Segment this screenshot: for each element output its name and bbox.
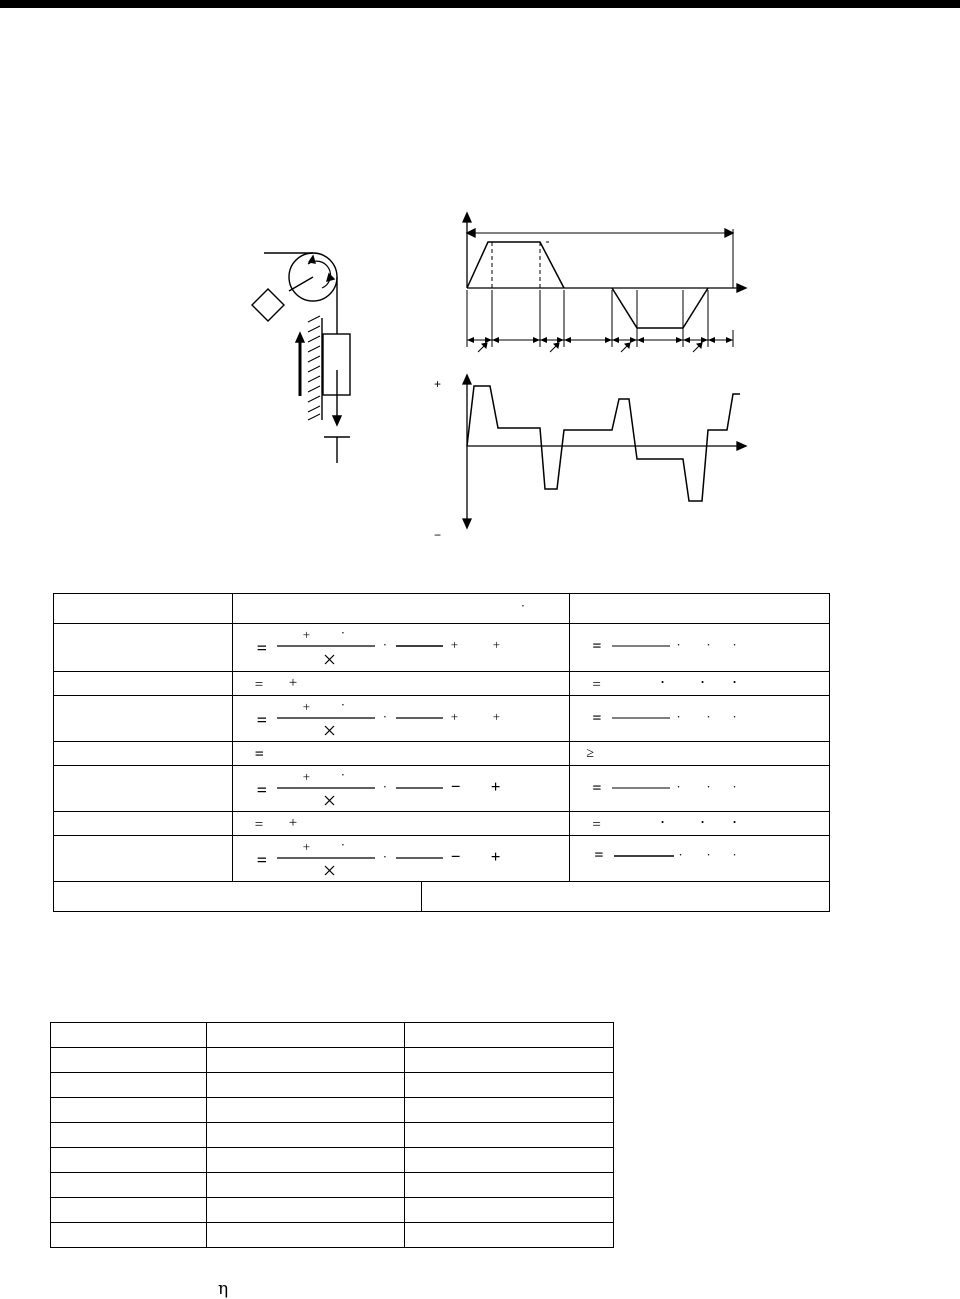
speed-pattern-chart [463,213,746,352]
table-row [51,1123,614,1148]
formula-cell: = + · · − + [232,836,570,882]
footnote-eta-symbol: η [218,1279,229,1299]
table-row [51,1098,614,1123]
formula-cell: = [232,742,570,766]
formula-cell: = + [232,812,570,836]
table-row [54,812,830,836]
rotation-arrow-icon [308,261,330,288]
formula-cell: = + · · + + [232,624,570,672]
torque-pattern-chart [463,375,746,528]
operation-pattern-figure [0,0,960,560]
formula-cell: = · · · [570,836,830,882]
formula-cell: = + · · + + [232,696,570,742]
table-row [54,696,830,742]
pulley-load-diagram [252,253,350,463]
formula-cell: = · · · [570,812,830,836]
torque-plus-label: + [434,377,442,391]
parameter-table [50,1022,614,1248]
header-cell [54,594,233,624]
formula-cell: = · · · [570,672,830,696]
header-cell: · [232,594,570,624]
formula-cell: = · · · [570,696,830,742]
table-row [54,742,830,766]
torque-formula-table [53,593,830,912]
table-row [54,882,830,912]
formula-cell: ≥ [570,742,830,766]
formula-cell: = + · · − + [232,766,570,812]
table-row [51,1223,614,1248]
formula-cell: = · · · [570,624,830,672]
table-row [51,1023,614,1048]
table-row [54,766,830,812]
table-row [51,1173,614,1198]
table-row [51,1073,614,1098]
torque-minus-label: − [434,528,442,542]
table-row [51,1148,614,1173]
table-row [51,1198,614,1223]
formula-cell: = + [232,672,570,696]
formula-cell: = · · · [570,766,830,812]
table-row [54,624,830,672]
table-row [54,672,830,696]
motor-box-icon [252,289,284,321]
header-cell [570,594,830,624]
table-row [51,1048,614,1073]
table-row [54,594,830,624]
table-row [54,836,830,882]
